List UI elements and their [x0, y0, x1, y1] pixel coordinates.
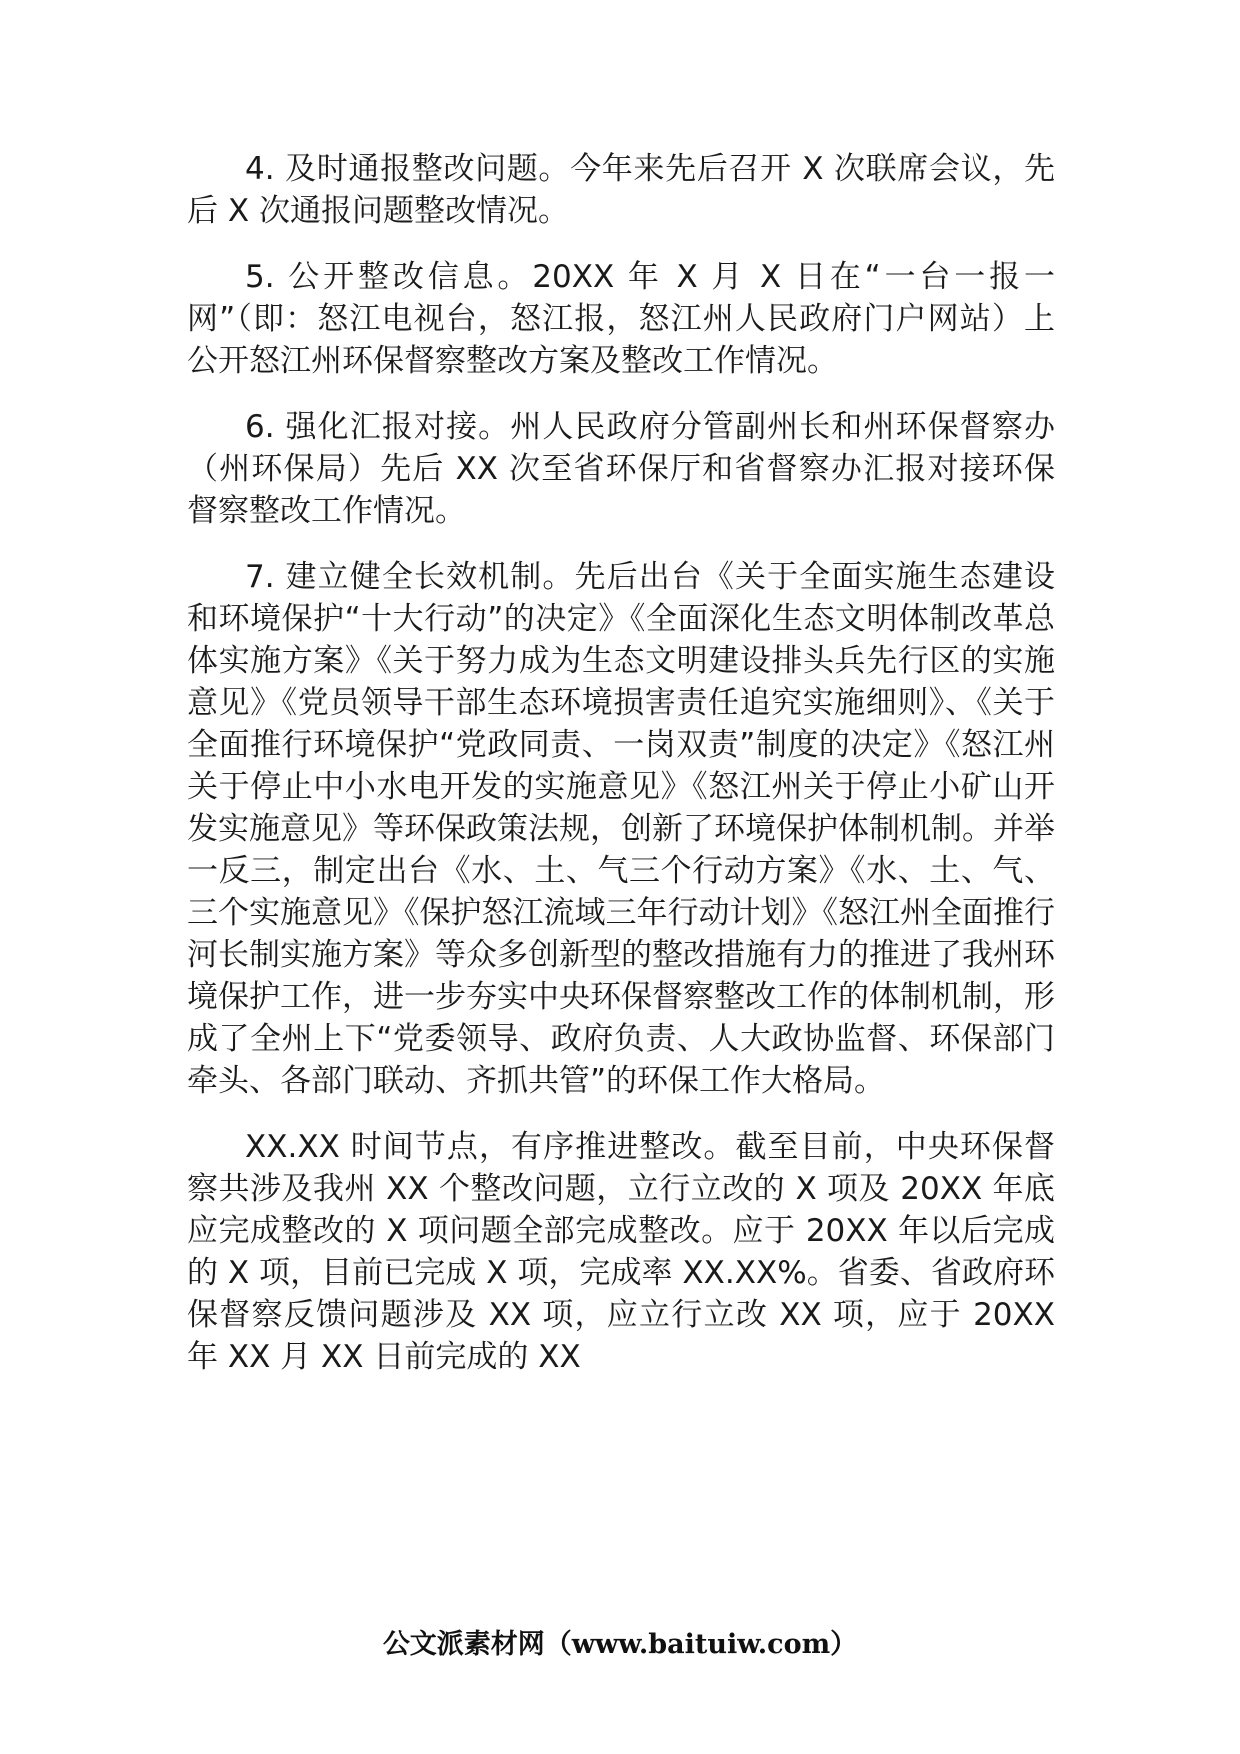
paragraph-6-reporting: 6. 强化汇报对接。州人民政府分管副州长和州环保督察办（州环保局）先后 XX 次至省环保厅和省督察办汇报对接环保督察整改工作情况。	[187, 409, 1055, 529]
paragraph-4-timely-notification: 4. 及时通报整改问题。今年来先后召开 X 次联席会议，先后 X 次通报问题整改情况。	[187, 151, 1055, 229]
paragraph-7-long-term-mechanism: 7. 建立健全长效机制。先后出台《关于全面实施生态建设和环境保护“十大行动”的决定》《全面深化生态文明体制改革总体实施方案》《关于努力成为生态文明建设排头兵先行区的实施意见》《党员领导干部生态环境损害责任追究实施细则》、《关于全面推行环境保护“党政同责、一岗双责”制度的决定》《怒江州关于停止中小水电开发的实施意见》《怒江州关于停止小矿山开发实施意见》等环保政策法规，创新了环境保护体制机制。并举一反三，制定出台《水、土、气三个行动方案》《水、土、气、三个实施意见》《保护怒江流域三年行动计划》《怒江州全面推行河长制实施方案》等众多创新型的整改措施有力的推进了我州环境保护工作，进一步夯实中央环保督察整改工作的体制机制，形成了全州上下“党委领导、政府负责、人大政协监督、环保部门牵头、各部门联动、齐抓共管”的环保工作大格局。	[187, 559, 1055, 1099]
footer-watermark: 公文派素材网（www.baituiw.com）	[382, 1629, 858, 1660]
paragraph-progress-summary: XX.XX 时间节点，有序推进整改。截至目前，中央环保督察共涉及我州 XX 个整改问题，立行立改的 X 项及 20XX 年底应完成整改的 X 项问题全部完成整改。应于 20XX 年以后完成的 X 项，目前已完成 X 项，完成率 XX.XX%。省委、省政府环保督察反馈问题涉及 XX 项，应立行立改 XX 项，应于 20XX 年 XX 月 XX 日前完成的 XX	[187, 1129, 1055, 1375]
document-body	[187, 148, 1055, 1402]
paragraph-5-public-information: 5. 公开整改信息。20XX 年 X 月 X 日在“一台一报一网”（即：怒江电视台，怒江报，怒江州人民政府门户网站）上公开怒江州环保督察整改方案及整改工作情况。	[187, 259, 1055, 379]
